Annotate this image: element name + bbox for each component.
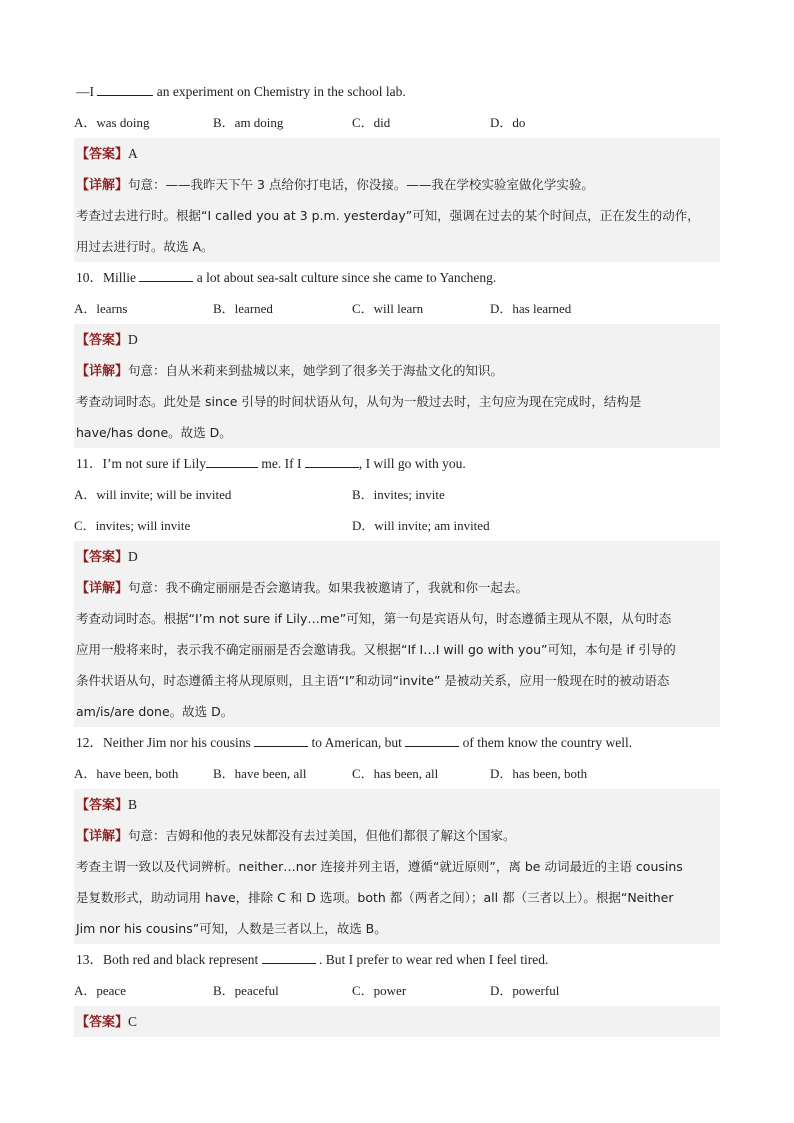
analysis-line: 考查动词时态。根据“I’m not sure if Lily…me”可知，第一句是宾语从句，时态遵循主现从不限，从句时态 [76,611,672,626]
answer-value: D [128,549,138,564]
question-12-options [74,758,720,789]
analysis-line: 是复数形式，助动词用 have，排除 C 和 D 选项。both 都（两者之间）；all 都（三者以上）。根据“Neither [76,890,674,905]
analysis-line: 考查动词时态。此处是 since 引导的时间状语从句，从句为一般过去时，主句应为现在完成时，结构是 [76,394,642,409]
option-a: A．was doing [74,115,150,130]
question-11-options-row-2 [74,510,720,541]
answer-line [74,1006,720,1037]
option-c: C．power [352,983,407,998]
option-d: D．powerful [490,983,560,998]
answer-blank [262,949,316,964]
detail-tag: 【详解】 [76,364,129,379]
analysis-line: am/is/are done。故选 D。 [76,704,234,719]
answer-line [74,789,720,820]
option-a: A．will invite; will be invited [74,487,232,502]
analysis-line: 考查主谓一致以及代词辨析。neither…nor 连接并列主语，遵循“就近原则”，离 be 动词最近的主语 cousins [76,859,683,874]
answer-line [74,541,720,572]
answer-value: C [128,1014,138,1029]
answer-tag: 【答案】 [76,1015,129,1030]
detail-meaning: 句意：——我昨天下午 3 点给你打电话，你没接。——我在学校实验室做化学实验。 [128,177,594,192]
detail-meaning: 句意：我不确定丽丽是否会邀请我。如果我被邀请了，我就和你一起去。 [128,580,529,595]
analysis-line: Jim nor his cousins”可知，人数是三者以上，故选 B。 [76,921,387,936]
answer-tag: 【答案】 [76,333,129,348]
answer-tag: 【答案】 [76,550,129,565]
answer-blank [254,732,308,747]
exam-page [74,76,720,1037]
option-b: B．learned [213,301,273,316]
detail-line [74,355,720,386]
question-11-stem: 11．I’m not sure if Lily me. If I , I will go with you. [74,448,720,479]
option-d: D．has learned [490,301,572,316]
answer-blank [305,453,359,468]
detail-tag: 【详解】 [76,178,129,193]
detail-line [74,820,720,851]
option-a: A．learns [74,301,128,316]
option-b: B．invites; invite [352,487,445,502]
option-d: D．do [490,115,526,130]
option-a: A．have been, both [74,766,179,781]
question-9-options [74,107,720,138]
detail-tag: 【详解】 [76,829,129,844]
answer-value: D [128,332,138,347]
question-13-options [74,975,720,1006]
analysis-line: have/has done。故选 D。 [76,425,232,440]
detail-meaning: 句意：自从米莉来到盐城以来，她学到了很多关于海盐文化的知识。 [128,363,504,378]
question-9-stem: —I an experiment on Chemistry in the school lab. [74,76,720,107]
option-b: B．am doing [213,115,284,130]
answer-value: A [128,146,138,161]
analysis-line: 用过去进行时。故选 A。 [76,239,214,254]
option-d: D．will invite; am invited [352,518,490,533]
analysis-line: 条件状语从句，时态遵循主将从现原则，且主语“I”和动词“invite” 是被动关系，应用一般现在时的被动语态 [76,673,670,688]
option-b: B．have been, all [213,766,307,781]
question-12-stem: 12．Neither Jim nor his cousins to American, but of them know the country well. [74,727,720,758]
answer-value: B [128,797,138,812]
option-c: C．will learn [352,301,424,316]
option-c: C．has been, all [352,766,439,781]
analysis-line: 考查过去进行时。根据“I called you at 3 p.m. yesterday”可知，强调在过去的某个时间点，正在发生的动作， [76,208,700,223]
option-b: B．peaceful [213,983,279,998]
detail-line [74,572,720,603]
option-a: A．peace [74,983,126,998]
answer-blank [97,81,153,96]
question-9-answer-block [74,138,720,262]
answer-blank [405,732,459,747]
question-12-answer-block [74,789,720,944]
answer-tag: 【答案】 [76,798,129,813]
question-13-answer-block [74,1006,720,1037]
answer-blank [139,267,193,282]
detail-line [74,169,720,200]
question-13-stem: 13．Both red and black represent . But I prefer to wear red when I feel tired. [74,944,720,975]
answer-blank [206,453,258,468]
answer-line [74,138,720,169]
option-c: C．invites; will invite [74,518,191,533]
option-c: C．did [352,115,391,130]
question-10-answer-block [74,324,720,448]
detail-tag: 【详解】 [76,581,129,596]
answer-tag: 【答案】 [76,147,129,162]
question-11-answer-block [74,541,720,727]
detail-meaning: 句意：吉姆和他的表兄妹都没有去过美国，但他们都很了解这个国家。 [128,828,516,843]
question-10-stem: 10．Millie a lot about sea-salt culture since she came to Yancheng. [74,262,720,293]
question-10-options [74,293,720,324]
answer-line [74,324,720,355]
option-d: D．has been, both [490,766,588,781]
question-11-options-row-1 [74,479,720,510]
analysis-line: 应用一般将来时，表示我不确定丽丽是否会邀请我。又根据“If I…I will go with you”可知，本句是 if 引导的 [76,642,676,657]
